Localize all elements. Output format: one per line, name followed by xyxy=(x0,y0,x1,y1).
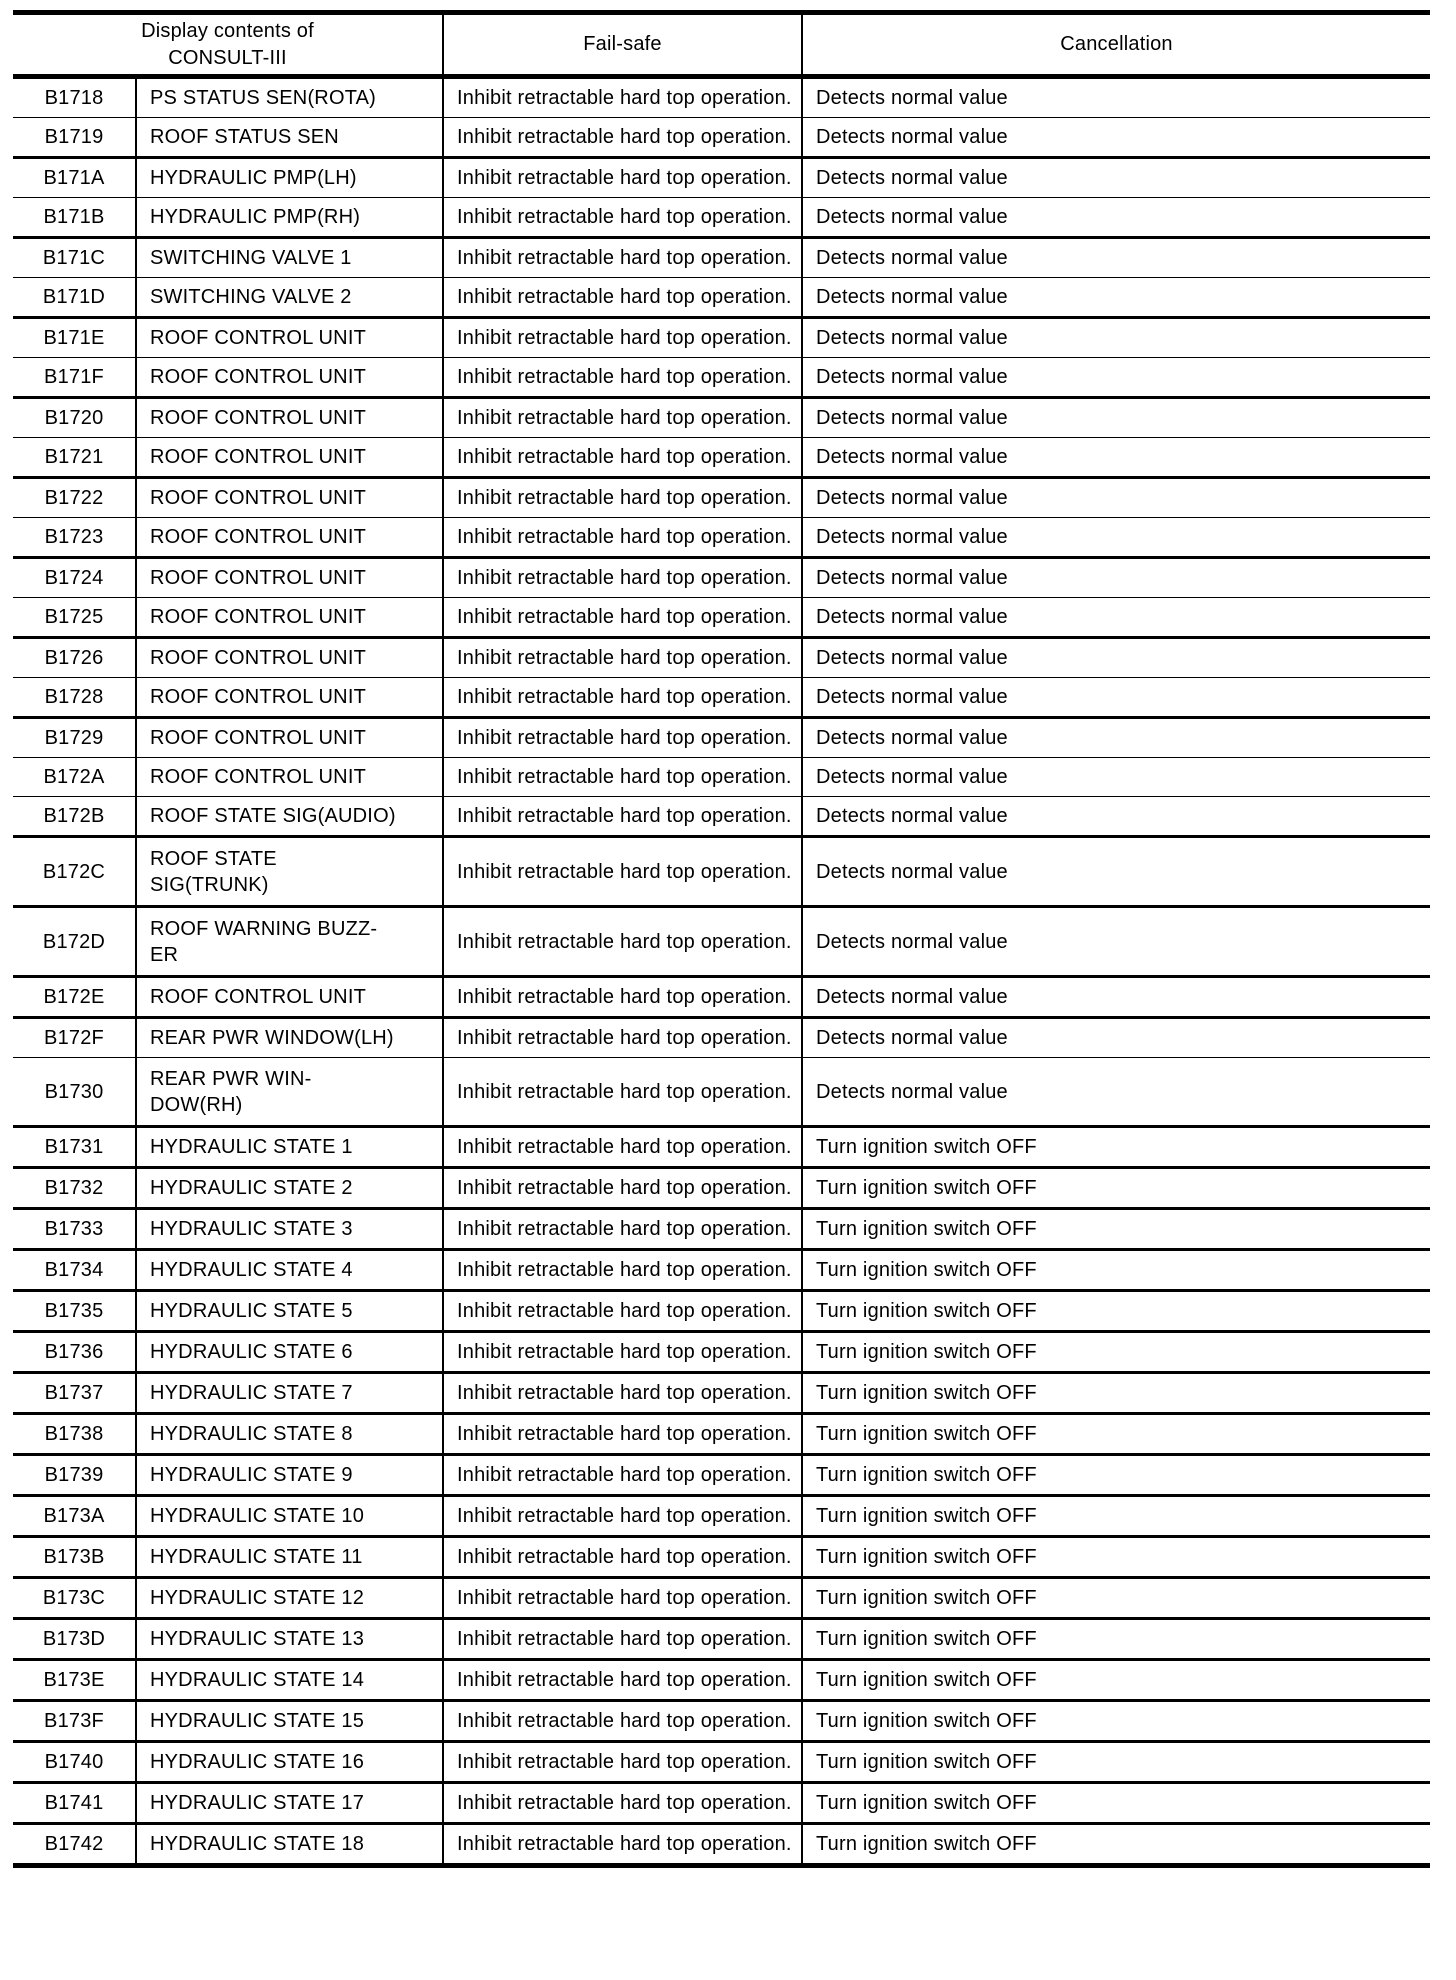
cancellation-cell: Detects normal value xyxy=(802,77,1430,118)
dtc-code-cell: B1739 xyxy=(13,1455,136,1496)
table-row xyxy=(13,1783,1430,1824)
dtc-code-cell: B1741 xyxy=(13,1783,136,1824)
display-contents-cell: ROOF CONTROL UNIT xyxy=(136,558,443,598)
display-contents-cell: ROOF WARNING BUZZ- ER xyxy=(136,907,443,977)
table-row xyxy=(13,1414,1430,1455)
dtc-code-cell: B1731 xyxy=(13,1127,136,1168)
dtc-code-cell: B171C xyxy=(13,238,136,278)
display-contents-cell: SWITCHING VALVE 1 xyxy=(136,238,443,278)
table-row xyxy=(13,518,1430,558)
cancellation-cell: Turn ignition switch OFF xyxy=(802,1701,1430,1742)
fail-safe-cell: Inhibit retractable hard top operation. xyxy=(443,1414,802,1455)
display-contents-cell: REAR PWR WINDOW(LH) xyxy=(136,1018,443,1058)
display-contents-cell: ROOF CONTROL UNIT xyxy=(136,398,443,438)
dtc-code-cell: B1735 xyxy=(13,1291,136,1332)
table-row xyxy=(13,1209,1430,1250)
header-display-contents: Display contents of CONSULT-III xyxy=(13,13,443,77)
display-contents-cell: HYDRAULIC STATE 13 xyxy=(136,1619,443,1660)
fail-safe-cell: Inhibit retractable hard top operation. xyxy=(443,358,802,398)
table-row xyxy=(13,558,1430,598)
display-contents-cell: HYDRAULIC STATE 4 xyxy=(136,1250,443,1291)
dtc-code-cell: B1720 xyxy=(13,398,136,438)
display-contents-cell: ROOF CONTROL UNIT xyxy=(136,977,443,1018)
display-contents-cell: PS STATUS SEN(ROTA) xyxy=(136,77,443,118)
fail-safe-cell: Inhibit retractable hard top operation. xyxy=(443,907,802,977)
display-contents-cell: ROOF CONTROL UNIT xyxy=(136,598,443,638)
cancellation-cell: Detects normal value xyxy=(802,558,1430,598)
dtc-code-cell: B173D xyxy=(13,1619,136,1660)
display-contents-cell: ROOF CONTROL UNIT xyxy=(136,638,443,678)
table-row xyxy=(13,638,1430,678)
cancellation-cell: Detects normal value xyxy=(802,278,1430,318)
cancellation-cell: Turn ignition switch OFF xyxy=(802,1742,1430,1783)
dtc-code-cell: B1726 xyxy=(13,638,136,678)
cancellation-cell: Turn ignition switch OFF xyxy=(802,1209,1430,1250)
dtc-code-cell: B1733 xyxy=(13,1209,136,1250)
dtc-code-cell: B1732 xyxy=(13,1168,136,1209)
table-row xyxy=(13,1168,1430,1209)
fail-safe-cell: Inhibit retractable hard top operation. xyxy=(443,1127,802,1168)
fail-safe-cell: Inhibit retractable hard top operation. xyxy=(443,1742,802,1783)
fail-safe-cell: Inhibit retractable hard top operation. xyxy=(443,1619,802,1660)
table-row xyxy=(13,1701,1430,1742)
display-contents-cell: HYDRAULIC STATE 2 xyxy=(136,1168,443,1209)
header-cancellation: Cancellation xyxy=(802,13,1430,77)
dtc-code-cell: B172A xyxy=(13,758,136,797)
table-row xyxy=(13,598,1430,638)
table-row xyxy=(13,318,1430,358)
table-row xyxy=(13,1250,1430,1291)
fail-safe-cell: Inhibit retractable hard top operation. xyxy=(443,718,802,758)
dtc-code-cell: B1740 xyxy=(13,1742,136,1783)
header-row xyxy=(13,13,1430,77)
cancellation-cell: Detects normal value xyxy=(802,638,1430,678)
display-contents-cell: HYDRAULIC STATE 1 xyxy=(136,1127,443,1168)
table-row xyxy=(13,837,1430,907)
table-row xyxy=(13,1291,1430,1332)
dtc-code-cell: B1723 xyxy=(13,518,136,558)
fail-safe-cell: Inhibit retractable hard top operation. xyxy=(443,518,802,558)
cancellation-cell: Detects normal value xyxy=(802,758,1430,797)
fail-safe-cell: Inhibit retractable hard top operation. xyxy=(443,598,802,638)
display-contents-cell: HYDRAULIC STATE 11 xyxy=(136,1537,443,1578)
cancellation-cell: Detects normal value xyxy=(802,718,1430,758)
display-contents-cell: ROOF CONTROL UNIT xyxy=(136,438,443,478)
cancellation-cell: Turn ignition switch OFF xyxy=(802,1455,1430,1496)
table-row xyxy=(13,1127,1430,1168)
dtc-code-cell: B1742 xyxy=(44,1833,104,1855)
fail-safe-cell: Inhibit retractable hard top operation. xyxy=(443,1058,802,1127)
fail-safe-cell: Inhibit retractable hard top operation. xyxy=(443,1018,802,1058)
table-row xyxy=(13,278,1430,318)
cancellation-cell: Detects normal value xyxy=(802,977,1430,1018)
fail-safe-cell: Inhibit retractable hard top operation. xyxy=(443,977,802,1018)
display-contents-cell: HYDRAULIC STATE 7 xyxy=(136,1373,443,1414)
cancellation-cell: Turn ignition switch OFF xyxy=(802,1414,1430,1455)
cancellation-cell: Turn ignition switch OFF xyxy=(802,1373,1430,1414)
table-row xyxy=(13,1455,1430,1496)
cancellation-cell: Detects normal value xyxy=(802,118,1430,158)
cancellation-cell: Detects normal value xyxy=(802,1058,1430,1127)
cancellation-cell: Turn ignition switch OFF xyxy=(802,1824,1430,1866)
fail-safe-cell: Inhibit retractable hard top operation. xyxy=(443,318,802,358)
display-contents-cell: HYDRAULIC PMP(LH) xyxy=(136,158,443,198)
dtc-code-cell: B171A xyxy=(13,158,136,198)
cancellation-cell: Detects normal value xyxy=(802,438,1430,478)
dtc-code-cell: B171B xyxy=(13,198,136,238)
table-row xyxy=(13,977,1430,1018)
fail-safe-cell: Inhibit retractable hard top operation. xyxy=(443,77,802,118)
fail-safe-cell: Inhibit retractable hard top operation. xyxy=(443,278,802,318)
dtc-code-cell: B1737 xyxy=(13,1373,136,1414)
fail-safe-cell: Inhibit retractable hard top operation. xyxy=(443,1291,802,1332)
cancellation-cell: Detects normal value xyxy=(802,1018,1430,1058)
display-contents-cell: HYDRAULIC STATE 6 xyxy=(136,1332,443,1373)
cancellation-cell: Detects normal value xyxy=(802,837,1430,907)
cancellation-cell: Detects normal value xyxy=(802,158,1430,198)
dtc-code-cell: B1738 xyxy=(13,1414,136,1455)
table-row xyxy=(13,478,1430,518)
cancellation-cell: Detects normal value xyxy=(802,198,1430,238)
table-row xyxy=(13,198,1430,238)
table-row xyxy=(13,238,1430,278)
table-row xyxy=(13,678,1430,718)
fail-safe-cell: Inhibit retractable hard top operation. xyxy=(443,1455,802,1496)
fail-safe-cell: Inhibit retractable hard top operation. xyxy=(443,158,802,198)
table-row xyxy=(13,718,1430,758)
dtc-code-cell: B173C xyxy=(13,1578,136,1619)
fail-safe-cell: Inhibit retractable hard top operation. xyxy=(443,1783,802,1824)
display-contents-cell: ROOF CONTROL UNIT xyxy=(136,678,443,718)
dtc-code-cell: B1730 xyxy=(13,1058,136,1127)
fail-safe-cell: Inhibit retractable hard top operation. xyxy=(443,1660,802,1701)
table-row xyxy=(13,797,1430,837)
cancellation-cell: Turn ignition switch OFF xyxy=(802,1537,1430,1578)
cancellation-cell: Turn ignition switch OFF xyxy=(802,1783,1430,1824)
table-row xyxy=(13,158,1430,198)
dtc-code-cell: B172E xyxy=(13,977,136,1018)
dtc-code-cell: B173E xyxy=(13,1660,136,1701)
table-row xyxy=(13,1018,1430,1058)
fail-safe-cell: Inhibit retractable hard top operation. xyxy=(443,118,802,158)
dtc-code-cell: B171D xyxy=(13,278,136,318)
dtc-code-cell: B1725 xyxy=(13,598,136,638)
fail-safe-cell: Inhibit retractable hard top operation. xyxy=(443,1250,802,1291)
fail-safe-cell: Inhibit retractable hard top operation. xyxy=(443,837,802,907)
table-row xyxy=(13,1373,1430,1414)
cancellation-cell: Detects normal value xyxy=(802,398,1430,438)
table-row xyxy=(13,358,1430,398)
fail-safe-cell: Inhibit retractable hard top operation. xyxy=(443,478,802,518)
dtc-code-cell: B1722 xyxy=(13,478,136,518)
table-row xyxy=(13,907,1430,977)
cancellation-cell: Detects normal value xyxy=(802,797,1430,837)
cancellation-cell: Detects normal value xyxy=(802,678,1430,718)
fail-safe-cell: Inhibit retractable hard top operation. xyxy=(443,1332,802,1373)
dtc-code-cell: B1719 xyxy=(13,118,136,158)
display-contents-cell: HYDRAULIC STATE 17 xyxy=(136,1783,443,1824)
table-row xyxy=(13,438,1430,478)
table-row xyxy=(13,1578,1430,1619)
cancellation-cell: Detects normal value xyxy=(802,478,1430,518)
dtc-code-cell: B1721 xyxy=(13,438,136,478)
dtc-code-cell: B1734 xyxy=(13,1250,136,1291)
display-contents-cell: HYDRAULIC STATE 12 xyxy=(136,1578,443,1619)
fail-safe-cell: Inhibit retractable hard top operation. xyxy=(443,1537,802,1578)
dtc-code-cell: B171E xyxy=(13,318,136,358)
display-contents-cell: HYDRAULIC STATE 15 xyxy=(136,1701,443,1742)
fail-safe-cell: Inhibit retractable hard top operation. xyxy=(443,198,802,238)
fail-safe-cell: Inhibit retractable hard top operation. xyxy=(443,638,802,678)
cancellation-cell: Turn ignition switch OFF xyxy=(802,1250,1430,1291)
table-row xyxy=(13,1537,1430,1578)
dtc-code-cell: B172B xyxy=(13,797,136,837)
table-row xyxy=(13,1058,1430,1127)
cancellation-cell: Detects normal value xyxy=(802,518,1430,558)
table-row xyxy=(13,118,1430,158)
cancellation-cell: Detects normal value xyxy=(802,907,1430,977)
dtc-code-cell: B1718 xyxy=(13,77,136,118)
fail-safe-cell: Inhibit retractable hard top operation. xyxy=(443,398,802,438)
dtc-table-body xyxy=(13,77,1430,1866)
display-contents-cell: ROOF CONTROL UNIT xyxy=(136,758,443,797)
cancellation-cell: Detects normal value xyxy=(802,358,1430,398)
display-contents-cell: ROOF CONTROL UNIT xyxy=(136,718,443,758)
display-contents-cell: ROOF CONTROL UNIT xyxy=(136,478,443,518)
table-row xyxy=(13,1824,1430,1866)
fail-safe-cell: Inhibit retractable hard top operation. xyxy=(443,678,802,718)
cancellation-cell: Detects normal value xyxy=(802,318,1430,358)
table-row xyxy=(13,1496,1430,1537)
display-contents-cell: ROOF CONTROL UNIT xyxy=(136,358,443,398)
display-contents-cell: HYDRAULIC PMP(RH) xyxy=(136,198,443,238)
table-row xyxy=(13,1619,1430,1660)
fail-safe-cell: Inhibit retractable hard top operation. xyxy=(443,238,802,278)
display-contents-cell: HYDRAULIC STATE 18 xyxy=(136,1824,443,1866)
cancellation-cell: Turn ignition switch OFF xyxy=(802,1660,1430,1701)
display-contents-cell: HYDRAULIC STATE 5 xyxy=(136,1291,443,1332)
cancellation-cell: Turn ignition switch OFF xyxy=(802,1332,1430,1373)
fail-safe-cell: Inhibit retractable hard top operation. xyxy=(443,1373,802,1414)
dtc-code-cell: B172D xyxy=(13,907,136,977)
cancellation-cell: Turn ignition switch OFF xyxy=(802,1291,1430,1332)
dtc-code-cell: B1728 xyxy=(13,678,136,718)
fail-safe-cell: Inhibit retractable hard top operation. xyxy=(443,1496,802,1537)
fail-safe-cell: Inhibit retractable hard top operation. xyxy=(443,1701,802,1742)
dtc-code-cell: B1724 xyxy=(13,558,136,598)
table-header xyxy=(13,13,1430,77)
display-contents-cell: ROOF STATE SIG(TRUNK) xyxy=(136,837,443,907)
fail-safe-cell: Inhibit retractable hard top operation. xyxy=(443,758,802,797)
dtc-code-cell: B173B xyxy=(13,1537,136,1578)
table-row xyxy=(13,758,1430,797)
display-contents-cell: ROOF STATUS SEN xyxy=(136,118,443,158)
display-contents-cell: HYDRAULIC STATE 3 xyxy=(136,1209,443,1250)
cancellation-cell: Turn ignition switch OFF xyxy=(802,1168,1430,1209)
cancellation-cell: Turn ignition switch OFF xyxy=(802,1127,1430,1168)
cancellation-cell: Turn ignition switch OFF xyxy=(802,1619,1430,1660)
dtc-fail-safe-table xyxy=(13,10,1430,1868)
display-contents-cell: ROOF STATE SIG(AUDIO) xyxy=(136,797,443,837)
fail-safe-cell: Inhibit retractable hard top operation. xyxy=(443,1578,802,1619)
display-contents-cell: REAR PWR WIN- DOW(RH) xyxy=(136,1058,443,1127)
dtc-code-cell: B1736 xyxy=(13,1332,136,1373)
fail-safe-cell: Inhibit retractable hard top operation. xyxy=(443,558,802,598)
dtc-code-cell: B172C xyxy=(13,837,136,907)
cancellation-cell: Turn ignition switch OFF xyxy=(802,1496,1430,1537)
table-row xyxy=(13,77,1430,118)
fail-safe-cell: Inhibit retractable hard top operation. xyxy=(443,438,802,478)
header-fail-safe: Fail-safe xyxy=(443,13,802,77)
table-row xyxy=(13,1742,1430,1783)
dtc-code-cell: B1729 xyxy=(13,718,136,758)
cancellation-cell: Turn ignition switch OFF xyxy=(802,1578,1430,1619)
table-row xyxy=(13,1660,1430,1701)
fail-safe-cell: Inhibit retractable hard top operation. xyxy=(443,1824,802,1866)
dtc-code-cell: B173F xyxy=(13,1701,136,1742)
display-contents-cell: HYDRAULIC STATE 9 xyxy=(136,1455,443,1496)
display-contents-cell: HYDRAULIC STATE 8 xyxy=(136,1414,443,1455)
fail-safe-cell: Inhibit retractable hard top operation. xyxy=(443,1168,802,1209)
table-row xyxy=(13,1332,1430,1373)
display-contents-cell: HYDRAULIC STATE 10 xyxy=(136,1496,443,1537)
table-row xyxy=(13,398,1430,438)
dtc-code-cell: B172F xyxy=(13,1018,136,1058)
fail-safe-cell: Inhibit retractable hard top operation. xyxy=(443,797,802,837)
display-contents-cell: ROOF CONTROL UNIT xyxy=(136,518,443,558)
display-contents-cell: SWITCHING VALVE 2 xyxy=(136,278,443,318)
fail-safe-cell: Inhibit retractable hard top operation. xyxy=(443,1209,802,1250)
display-contents-cell: ROOF CONTROL UNIT xyxy=(136,318,443,358)
cancellation-cell: Detects normal value xyxy=(802,598,1430,638)
display-contents-cell: HYDRAULIC STATE 16 xyxy=(136,1742,443,1783)
cancellation-cell: Detects normal value xyxy=(802,238,1430,278)
dtc-code-cell: B171F xyxy=(13,358,136,398)
display-contents-cell: HYDRAULIC STATE 14 xyxy=(136,1660,443,1701)
dtc-code-cell: B173A xyxy=(13,1496,136,1537)
